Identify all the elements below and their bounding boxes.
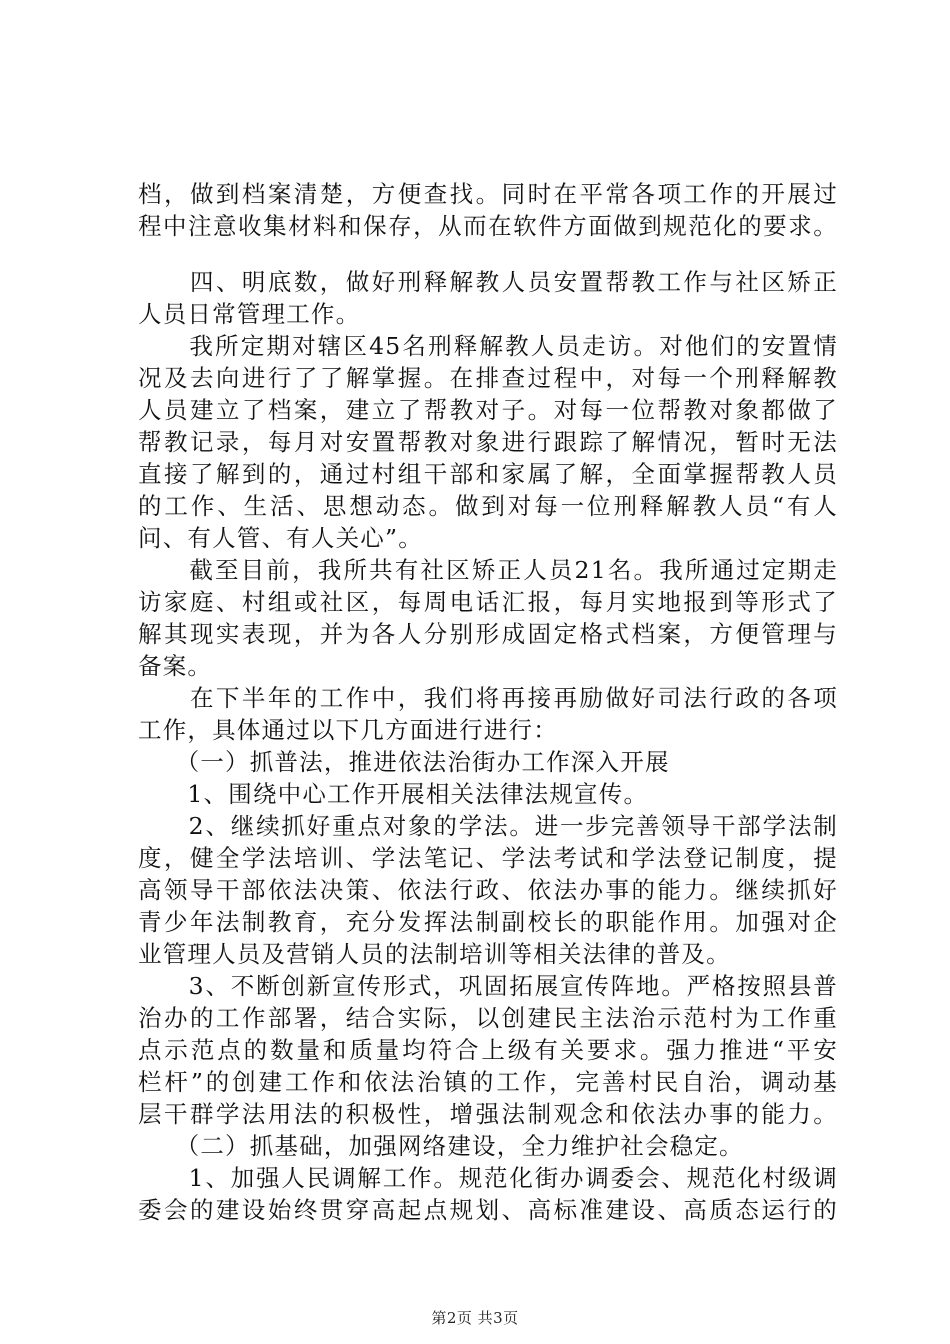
paragraph-gap	[138, 242, 838, 266]
text-line: 截至目前，我所共有社区矫正人员21名。我所通过定期走	[138, 556, 838, 584]
text-line: 工作，具体通过以下几方面进行进行：	[138, 716, 558, 744]
text-line: （二）抓基础，加强网络建设，全力维护社会稳定。	[138, 1132, 744, 1160]
text-line: 层干群学法用法的积极性，增强法制观念和依法办事的能力。	[138, 1100, 838, 1128]
text-line: 1、加强人民调解工作。规范化街办调委会、规范化村级调	[138, 1164, 838, 1192]
text-line: 访家庭、村组或社区，每周电话汇报，每月实地报到等形式了	[138, 588, 838, 616]
text-line: 3、不断创新宣传形式，巩固拓展宣传阵地。严格按照县普	[138, 972, 838, 1000]
text-line: 栏杆”的创建工作和依法治镇的工作，完善村民自治，调动基	[138, 1068, 838, 1096]
text-line: 帮教记录，每月对安置帮教对象进行跟踪了解情况，暂时无法	[138, 428, 838, 456]
page-footer: 第2页 共3页	[431, 1309, 519, 1327]
text-line: 人员建立了档案，建立了帮教对子。对每一位帮教对象都做了	[138, 396, 838, 424]
text-line: 高领导干部依法决策、依法行政、依法办事的能力。继续抓好	[138, 876, 838, 904]
text-line: 我所定期对辖区45名刑释解教人员走访。对他们的安置情	[138, 332, 838, 360]
text-line: 问、有人管、有人关心”。	[138, 524, 423, 552]
text-line: 档，做到档案清楚，方便查找。同时在平常各项工作的开展过	[138, 180, 838, 208]
text-line: 况及去向进行了了解掌握。在排查过程中，对每一个刑释解教	[138, 364, 838, 392]
text-line: 治办的工作部署，结合实际，以创建民主法治示范村为工作重	[138, 1004, 838, 1032]
text-line: 四、明底数，做好刑释解教人员安置帮教工作与社区矫正	[138, 268, 838, 296]
text-line: 程中注意收集材料和保存，从而在软件方面做到规范化的要求。	[138, 212, 838, 240]
text-line: 人员日常管理工作。	[138, 300, 361, 328]
text-line: 解其现实表现，并为各人分别形成固定格式档案，方便管理与	[138, 620, 838, 648]
text-line: 点示范点的数量和质量均符合上级有关要求。强力推进“平安	[138, 1036, 838, 1064]
text-line: 2、继续抓好重点对象的学法。进一步完善领导干部学法制	[138, 812, 838, 840]
document-body	[138, 178, 838, 1226]
text-line: 度，健全学法培训、学法笔记、学法考试和学法登记制度，提	[138, 844, 838, 872]
text-line: 青少年法制教育，充分发挥法制副校长的职能作用。加强对企	[138, 908, 838, 936]
text-line: 的工作、生活、思想动态。做到对每一位刑释解教人员“有人	[138, 492, 838, 520]
text-line: 1、围绕中心工作开展相关法律法规宣传。	[138, 780, 649, 808]
text-line: 备案。	[138, 652, 213, 680]
text-line: （一）抓普法，推进依法治街办工作深入开展	[138, 748, 670, 776]
text-line: 在下半年的工作中，我们将再接再励做好司法行政的各项	[138, 684, 838, 712]
text-line: 委会的建设始终贯穿高起点规划、高标准建设、高质态运行的	[138, 1196, 838, 1224]
text-line: 业管理人员及营销人员的法制培训等相关法律的普及。	[138, 940, 731, 968]
text-line: 直接了解到的，通过村组干部和家属了解，全面掌握帮教人员	[138, 460, 838, 488]
